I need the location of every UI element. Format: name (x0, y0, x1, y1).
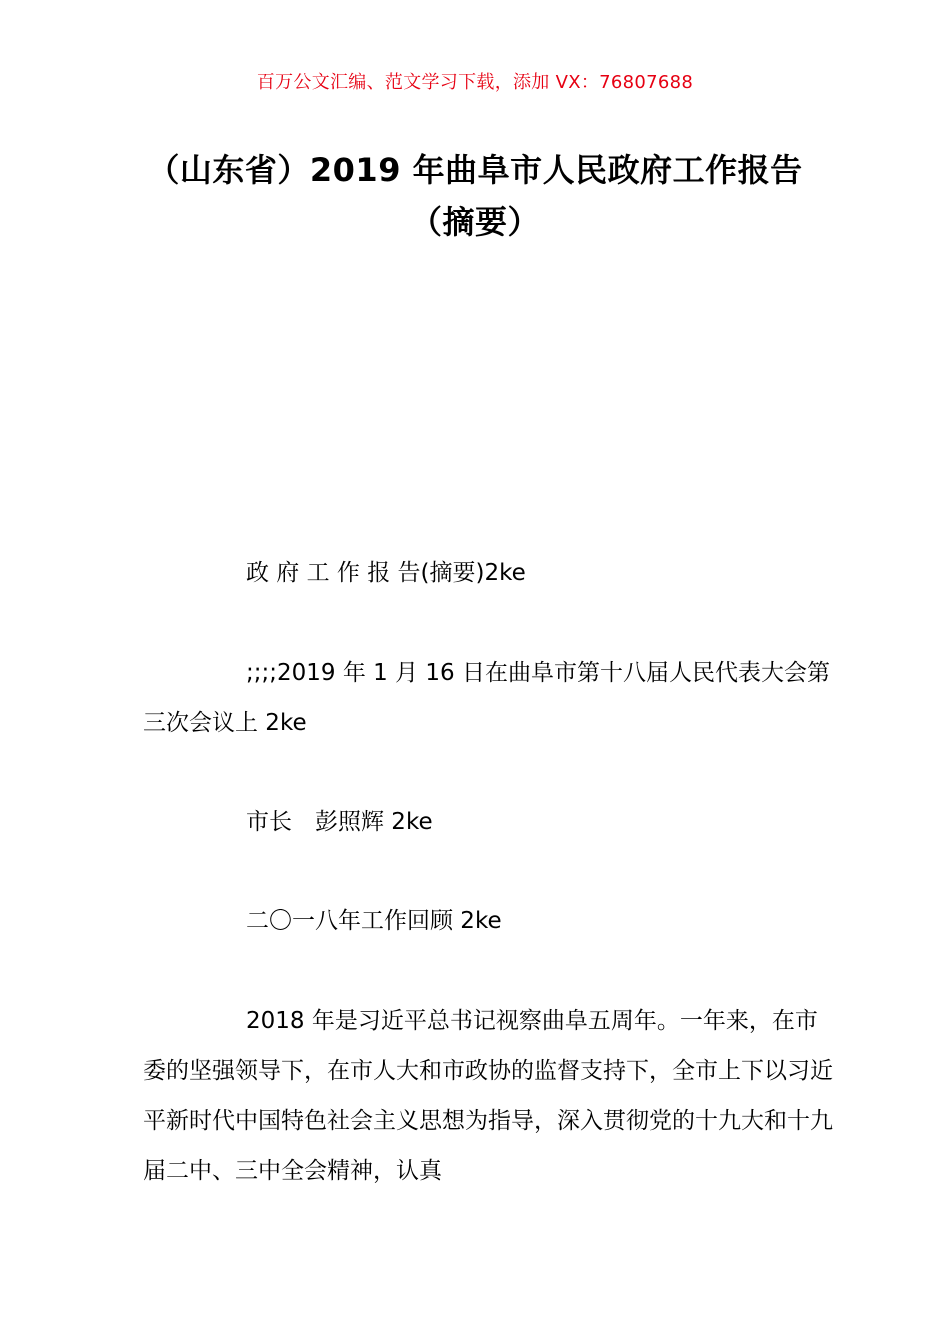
body-paragraph: 2018 年是习近平总书记视察曲阜五周年。一年来，在市委的坚强领导下，在市人大和市政协的监督支持下，全市上下以习近平新时代中国特色社会主义思想为指导，深入贯彻党的十九大和十九届二中、三中全会精神，认真 (143, 1008, 833, 1184)
promo-header-note: 百万公文汇编、范文学习下载，添加 VX：76807688 (256, 72, 694, 93)
section-heading-paragraph: 二〇一八年工作回顾 2ke (246, 908, 502, 934)
report-heading-paragraph: 政 府 工 作 报 告(摘要)2ke (246, 560, 526, 586)
document-title: （山东省）2019 年曲阜市人民政府工作报告（摘要） (147, 151, 803, 241)
meeting-info-paragraph: ;;;;2019 年 1 月 16 日在曲阜市第十八届人民代表大会第三次会议上 2ke (143, 660, 830, 736)
mayor-name-paragraph: 市长 彭照辉 2ke (246, 809, 433, 835)
